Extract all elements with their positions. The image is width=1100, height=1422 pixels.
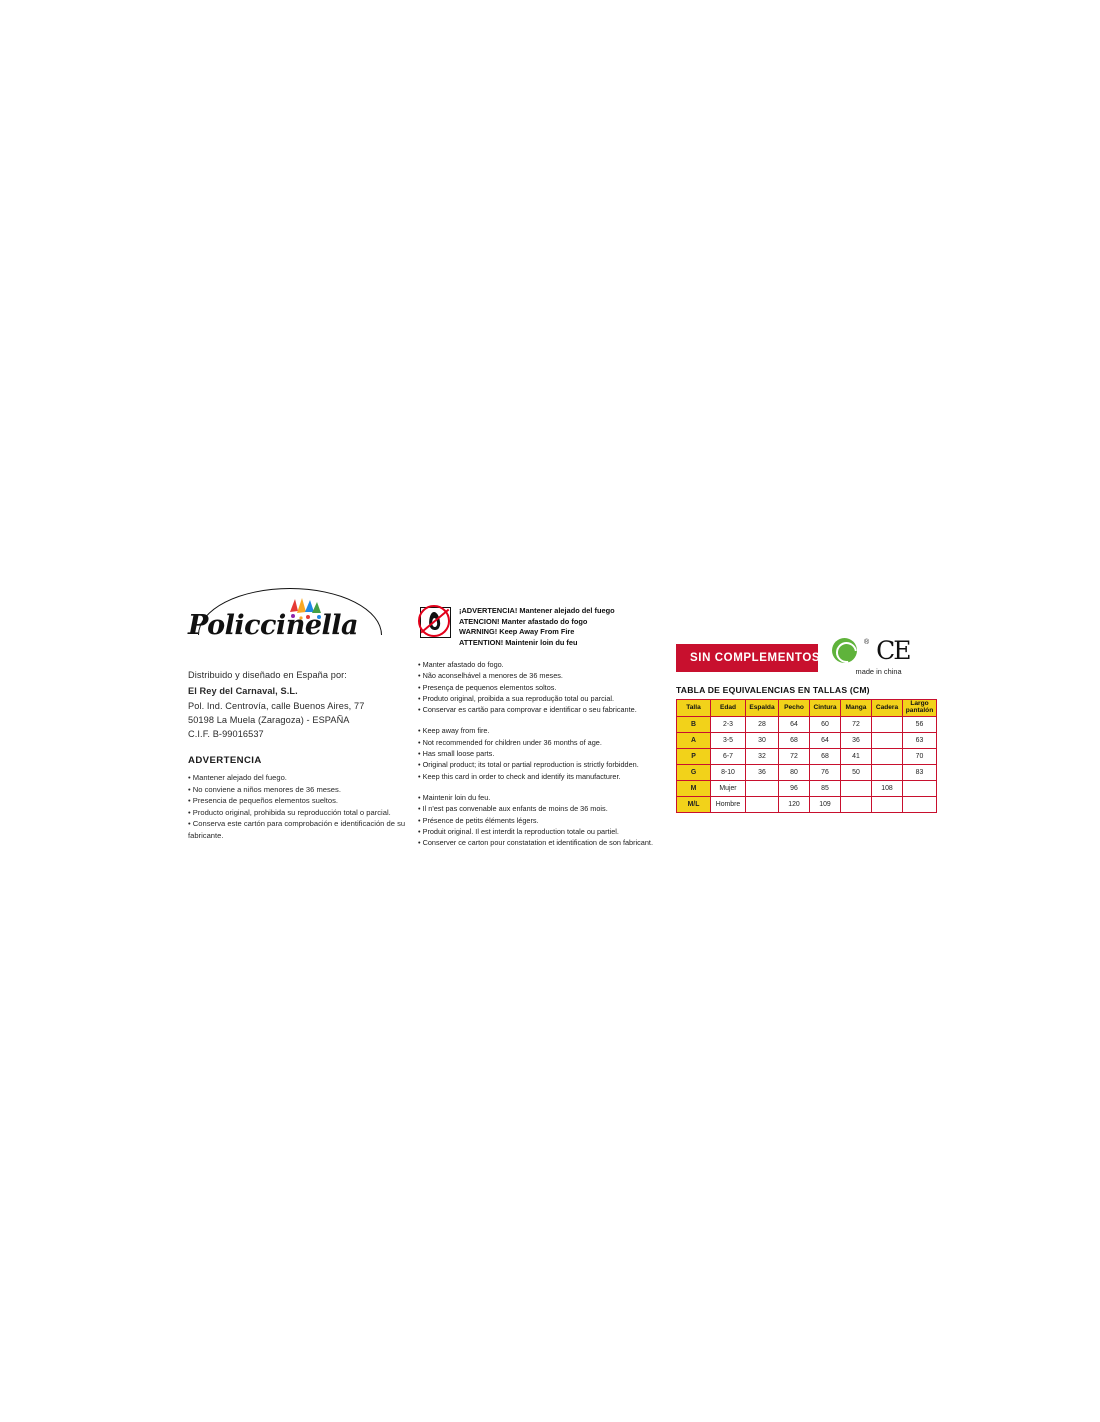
cell-manga: 41 <box>841 749 872 765</box>
cell-manga: 50 <box>841 765 872 781</box>
certification-marks <box>832 638 910 663</box>
cell-espalda: 32 <box>746 749 779 765</box>
marks-group <box>832 636 910 676</box>
cell-espalda: 36 <box>746 765 779 781</box>
cell-cadera <box>872 717 903 733</box>
cell-edad: 6-7 <box>711 749 746 765</box>
table-row <box>677 765 937 781</box>
list-item: • Presença de pequenos elementos soltos. <box>418 682 557 692</box>
cell-cintura: 68 <box>810 749 841 765</box>
bullets-en <box>418 725 658 781</box>
list-item: • Conserver ce carton pour constatation et identification de son fabricant. <box>418 838 653 848</box>
cell-pecho: 64 <box>779 717 810 733</box>
warning-header-en: WARNING! Keep Away From Fire <box>459 627 575 637</box>
warning-header-pt: ATENCION! Manter afastado do fogo <box>459 616 588 626</box>
cell-pecho: 80 <box>779 765 810 781</box>
brand-wordmark: Policcinella <box>188 610 359 641</box>
list-item: • Not recommended for children under 36 months of age. <box>418 737 602 747</box>
cell-edad: 3-5 <box>711 733 746 749</box>
cell-cadera: 108 <box>872 781 903 797</box>
cell-largo: 56 <box>903 717 937 733</box>
fire-warning-headers <box>459 604 615 649</box>
cell-talla: M <box>677 781 711 797</box>
list-item: • Mantener alejado del fuego. <box>188 773 287 783</box>
table-row <box>677 781 937 797</box>
size-table-title: TABLA DE EQUIVALENCIAS EN TALLAS (CM) <box>676 685 870 695</box>
list-item: • Produit original. Il est interdit la reproduction totale ou partiel. <box>418 826 619 836</box>
list-item: • Não aconselhável a menores de 36 meses. <box>418 671 563 681</box>
cell-cintura: 64 <box>810 733 841 749</box>
company-cif: C.I.F. B-99016537 <box>188 729 264 739</box>
fire-warning-row <box>418 604 658 649</box>
middle-column <box>418 604 658 858</box>
col-header-pecho: Pecho <box>779 700 810 717</box>
cell-edad: Mujer <box>711 781 746 797</box>
cell-cintura: 85 <box>810 781 841 797</box>
col-header-cintura: Cintura <box>810 700 841 717</box>
table-row <box>677 733 937 749</box>
cell-largo: 70 <box>903 749 937 765</box>
cell-espalda: 30 <box>746 733 779 749</box>
cell-espalda: 28 <box>746 717 779 733</box>
cell-cadera <box>872 797 903 813</box>
cell-edad: 8-10 <box>711 765 746 781</box>
cell-manga <box>841 797 872 813</box>
list-item: • Keep away from fire. <box>418 726 490 736</box>
col-header-edad: Edad <box>711 700 746 717</box>
cell-cadera <box>872 733 903 749</box>
made-in-label: made in china <box>855 667 902 676</box>
cell-cadera <box>872 765 903 781</box>
list-item: • Manter afastado do fogo. <box>418 659 504 669</box>
table-row <box>677 749 937 765</box>
cell-manga: 72 <box>841 717 872 733</box>
brand-logo <box>188 588 388 650</box>
distributor-block <box>188 668 436 741</box>
list-item: • Il n'est pas convenable aux enfants de moins de 36 mois. <box>418 804 608 814</box>
cell-espalda <box>746 797 779 813</box>
list-item: • Maintenir loin du feu. <box>418 792 491 802</box>
list-item: • Produto original, proibida a sua reprodução total ou parcial. <box>418 693 615 703</box>
list-item: • Conservar es cartão para comprovar e identificar o seu fabricante. <box>418 705 637 715</box>
right-column <box>676 636 938 813</box>
warning-header-fr: ATTENTION! Maintenir loin du feu <box>459 638 578 648</box>
list-item: • Original product; its total or partial reproduction is strictly forbidden. <box>418 760 639 770</box>
left-column <box>188 588 436 841</box>
bullets-fr <box>418 792 658 848</box>
cell-largo <box>903 781 937 797</box>
cell-talla: B <box>677 717 711 733</box>
distributed-label: Distribuido y diseñado en España por: <box>188 670 347 680</box>
cell-largo: 63 <box>903 733 937 749</box>
list-item: • Présence de petits éléments légers. <box>418 815 539 825</box>
table-header-row <box>677 700 937 717</box>
cell-pecho: 68 <box>779 733 810 749</box>
company-name: El Rey del Carnaval, S.L. <box>188 686 298 697</box>
ce-mark-icon: CE <box>876 636 910 665</box>
cell-talla: A <box>677 733 711 749</box>
list-item: • Producto original, prohibida su reproducción total o parcial. <box>188 807 391 817</box>
col-header-espalda: Espalda <box>746 700 779 717</box>
table-row <box>677 717 937 733</box>
green-recycle-icon <box>832 638 857 663</box>
status-badge: SIN COMPLEMENTOS <box>676 644 818 672</box>
col-header-talla: Talla <box>677 700 711 717</box>
multilingual-bullets <box>418 659 658 848</box>
address-line-1: Pol. Ind. Centrovía, calle Buenos Aires, 77 <box>188 700 365 711</box>
cell-cintura: 76 <box>810 765 841 781</box>
size-equivalence-table <box>676 699 937 813</box>
cell-espalda <box>746 781 779 797</box>
cell-manga <box>841 781 872 797</box>
col-header-largo-pantalon: Largo pantalón <box>903 700 937 717</box>
list-item: • No conviene a niños menores de 36 meses. <box>188 784 341 794</box>
cell-edad: 2-3 <box>711 717 746 733</box>
list-item: • Keep this card in order to check and identify its manufacturer. <box>418 771 621 781</box>
cell-cadera <box>872 749 903 765</box>
cell-talla: P <box>677 749 711 765</box>
cell-edad: Hombre <box>711 797 746 813</box>
col-header-manga: Manga <box>841 700 872 717</box>
cell-cintura: 109 <box>810 797 841 813</box>
warning-heading: ADVERTENCIA <box>188 755 262 767</box>
cell-pecho: 72 <box>779 749 810 765</box>
cell-manga: 36 <box>841 733 872 749</box>
cell-pecho: 120 <box>779 797 810 813</box>
cell-pecho: 96 <box>779 781 810 797</box>
col-header-cadera: Cadera <box>872 700 903 717</box>
list-item: • Presencia de pequeños elementos sueltos. <box>188 796 338 806</box>
list-item: • Conserva este cartón para comprobación e identificación de su fabricante. <box>188 819 406 840</box>
cell-talla: G <box>677 765 711 781</box>
cell-largo <box>903 797 937 813</box>
warning-bullet-list <box>188 772 436 841</box>
cell-largo: 83 <box>903 765 937 781</box>
bullets-pt <box>418 659 658 715</box>
address-line-2: 50198 La Muela (Zaragoza) - ESPAÑA <box>188 714 350 725</box>
warning-header-es: ¡ADVERTENCIA! Mantener alejado del fuego <box>459 606 615 615</box>
cell-cintura: 60 <box>810 717 841 733</box>
table-row <box>677 797 937 813</box>
registered-trademark-icon: ® <box>864 639 870 646</box>
no-fire-icon <box>418 604 452 640</box>
badge-row <box>676 636 938 676</box>
list-item: • Has small loose parts. <box>418 749 495 759</box>
cell-talla: M/L <box>677 797 711 813</box>
